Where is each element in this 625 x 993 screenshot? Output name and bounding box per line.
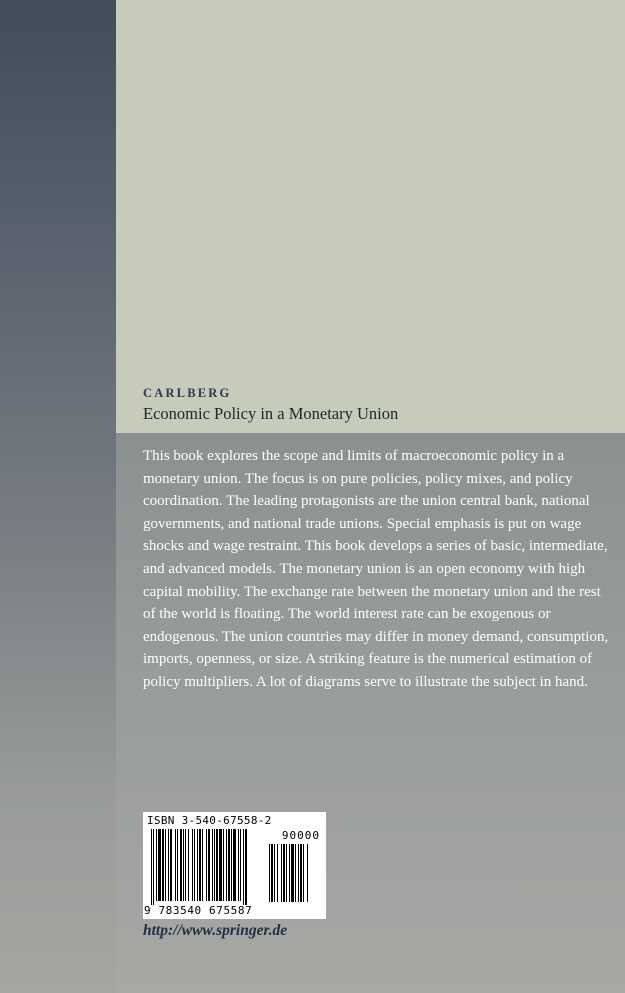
barcode-bar <box>228 829 230 901</box>
barcode-bar <box>180 829 182 901</box>
barcode-bar <box>153 829 154 905</box>
barcode-bar <box>168 829 169 901</box>
barcode-bar <box>269 844 270 902</box>
barcode-bar <box>231 829 232 901</box>
spine-color-bar <box>0 0 116 993</box>
barcode-bar <box>158 829 161 901</box>
barcode-bar <box>307 844 308 902</box>
barcode-bar <box>233 829 236 901</box>
barcode-bar <box>295 844 296 902</box>
author-name: CARLBERG <box>143 386 232 400</box>
barcode-bar <box>303 844 304 902</box>
top-color-panel <box>116 0 625 433</box>
barcode-bar <box>274 844 275 902</box>
barcode-bar <box>188 829 189 901</box>
barcode-bar <box>223 829 224 901</box>
barcode-bar <box>298 844 299 902</box>
barcode-bar <box>216 829 218 901</box>
barcode-bar <box>289 844 290 902</box>
barcode-bar <box>206 829 207 901</box>
barcode-bar <box>162 829 164 901</box>
barcode-bar <box>283 844 285 902</box>
barcode-bar <box>243 829 244 905</box>
barcode-bar <box>281 844 282 902</box>
barcode-bar <box>194 829 195 901</box>
barcode-bar <box>170 829 172 901</box>
isbn-barcode <box>143 812 326 919</box>
barcode-bar <box>277 844 278 902</box>
isbn-label: ISBN 3-540-67558-2 <box>147 814 272 827</box>
publisher-url: http://www.springer.de <box>143 922 288 939</box>
barcode-bar <box>183 829 184 901</box>
barcode-bar <box>177 829 178 901</box>
price-code: 90000 <box>281 829 320 842</box>
barcode-bar <box>197 829 198 901</box>
barcode-bar <box>219 829 222 901</box>
barcode-bar <box>185 829 186 901</box>
barcode-bar <box>300 844 302 902</box>
barcode-bar <box>199 829 201 901</box>
barcode-bar <box>271 844 273 902</box>
barcode-bar <box>226 829 227 901</box>
barcode-bar <box>245 829 247 905</box>
barcode-bar <box>165 829 166 901</box>
book-description: This book explores the scope and limits of macroeconomic policy in a monetary union. The focus is on pure policies, policy mixes, and policy coordination. The leading protagonists are the union central bank, national governments, and national trade unions. Special emphasis is put on wage shocks and wage restraint. This book develops a series of basic, intermediate, and advanced models. The monetary union is an open economy with high capital mobility. The exchange rate between the monetary union and the rest of the world is floating. The world interest rate can be exogenous or endogenous. The union countries may differ in money demand, consumption, imports, openness, or size. A striking feature is the numerical estimation of policy multipliers. A lot of diagrams serve to illustrate the subject in hand. <box>143 448 609 690</box>
barcode-bar <box>202 829 203 901</box>
barcode-bar <box>208 829 210 901</box>
barcode-bar <box>240 829 241 901</box>
barcode-bar <box>214 829 215 901</box>
barcode-bar <box>286 844 287 902</box>
barcode-bar <box>212 829 213 901</box>
ean-number: 9 783540 675587 <box>144 904 253 917</box>
barcode-main-bars <box>151 829 263 905</box>
barcode-bar <box>291 844 294 902</box>
barcode-bar <box>151 829 152 905</box>
barcode-bar <box>192 829 193 901</box>
barcode-bar <box>156 829 157 901</box>
book-title: Economic Policy in a Monetary Union <box>143 404 399 423</box>
barcode-bar <box>175 829 176 901</box>
barcode-addon-bars <box>269 844 321 905</box>
barcode-bar <box>238 829 239 901</box>
